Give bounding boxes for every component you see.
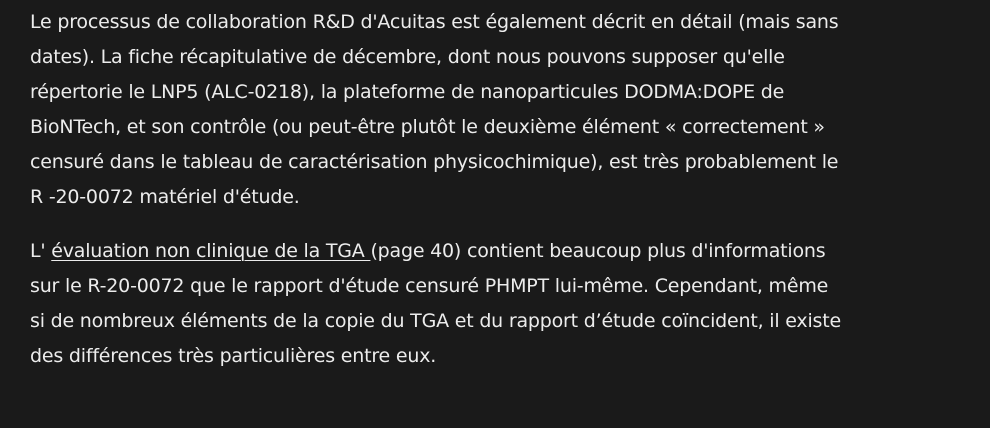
text-line: R -20-0072 matériel d'étude. bbox=[30, 186, 300, 208]
article-body bbox=[30, 0, 965, 374]
text-suffix: (page 40) contient beaucoup plus d'informations bbox=[370, 240, 826, 262]
text-line: si de nombreux éléments de la copie du TGA et du rapport d’étude coïncident, il existe bbox=[30, 310, 841, 332]
text-line: dates). La fiche récapitulative de décembre, dont nous pouvons supposer qu'elle bbox=[30, 46, 785, 68]
text-prefix: L' bbox=[30, 240, 52, 262]
text-line: Le processus de collaboration R&D d'Acuitas est également décrit en détail (mais sans bbox=[30, 11, 839, 33]
tga-evaluation-link[interactable]: évaluation non clinique de la TGA bbox=[51, 240, 371, 262]
paragraph-tga-evaluation bbox=[30, 234, 965, 374]
text-line: BioNTech, et son contrôle (ou peut-être plutôt le deuxième élément « correctement » bbox=[30, 116, 825, 138]
text-line: censuré dans le tableau de caractérisation physicochimique), est très probablement le bbox=[30, 151, 839, 173]
text-line bbox=[30, 234, 965, 269]
text-line: des différences très particulières entre eux. bbox=[30, 345, 437, 367]
paragraph-collaboration bbox=[30, 0, 965, 215]
text-line: répertorie le LNP5 (ALC-0218), la plateforme de nanoparticules DODMA:DOPE de bbox=[30, 81, 785, 103]
text-line: sur le R-20-0072 que le rapport d'étude censuré PHMPT lui-même. Cependant, même bbox=[30, 275, 829, 297]
